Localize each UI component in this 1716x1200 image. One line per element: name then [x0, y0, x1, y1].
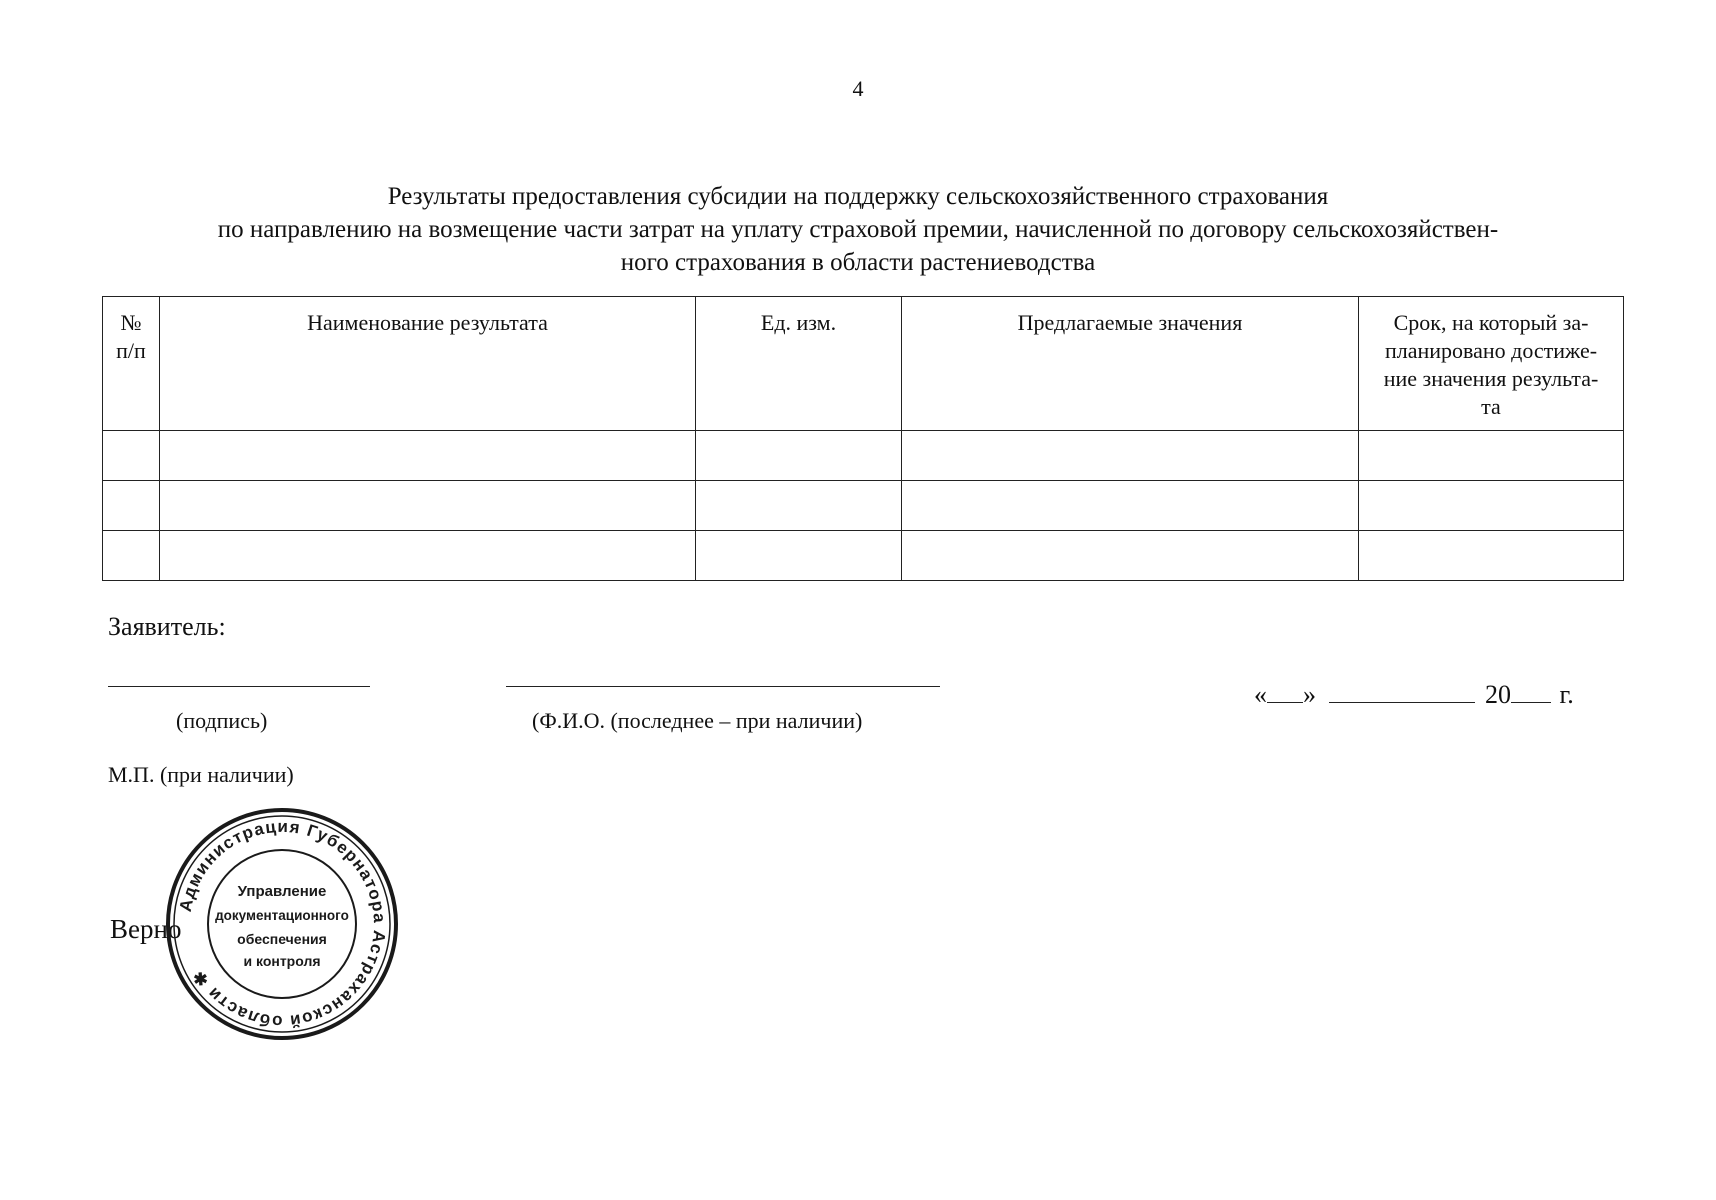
table-cell [103, 431, 160, 481]
table-row [103, 531, 1624, 581]
signature-caption: (подпись) [176, 708, 268, 733]
table-cell [696, 481, 902, 531]
header-target-term-line-2: планировано достиже- [1384, 338, 1598, 363]
title-line-1: Результаты предоставления субсидии на поддержку сельскохозяйственного страхования [387, 183, 1329, 210]
header-unit [696, 297, 902, 431]
date-open-quote: « [1254, 680, 1267, 709]
date-year-suffix: г. [1559, 680, 1574, 709]
page-number: 4 [852, 76, 864, 101]
header-number-line-2: п/п [116, 338, 146, 363]
table-row [103, 431, 1624, 481]
header-proposed-values [902, 297, 1359, 431]
results-table [102, 296, 1624, 581]
header-result-name [160, 297, 696, 431]
table-cell [103, 481, 160, 531]
stamp-center-line-2: документационного [215, 908, 349, 923]
stamp-center-line-4: и контроля [243, 953, 321, 969]
table-cell [1359, 531, 1624, 581]
header-target-term [1359, 297, 1624, 431]
date-year-prefix: 20 [1485, 680, 1511, 709]
table-cell [160, 431, 696, 481]
full-name-caption: (Ф.И.О. (последнее – при наличии) [532, 708, 863, 733]
date-day-blank [1267, 676, 1303, 703]
header-target-term-line-4: та [1481, 394, 1501, 419]
date-year-blank [1511, 676, 1551, 703]
table-cell [103, 531, 160, 581]
stamp-ring-text: Администрация Губернатора Астраханской области ✱ [175, 816, 390, 1032]
header-unit-text: Ед. изм. [760, 310, 837, 335]
header-target-term-line-1: Срок, на который за- [1393, 310, 1589, 335]
applicant-label: Заявитель: [108, 612, 226, 641]
header-target-term-line-3: ние значения результа- [1383, 366, 1599, 391]
date-field [1254, 676, 1574, 710]
seal-note: М.П. (при наличии) [108, 762, 294, 787]
table-cell [902, 481, 1359, 531]
table-cell [696, 431, 902, 481]
header-number [103, 297, 160, 431]
title-line-2: по направлению на возмещение части затрат на уплату страховой премии, начисленной по договору сельскохозяйствен- [217, 216, 1499, 243]
date-close-quote: » [1303, 680, 1316, 709]
stamp-center-line-3: обеспечения [237, 931, 327, 947]
table-cell [1359, 481, 1624, 531]
header-result-name-text: Наименование результата [307, 310, 548, 335]
table-cell [696, 531, 902, 581]
table-cell [902, 431, 1359, 481]
table-cell [160, 531, 696, 581]
signature-line [108, 686, 370, 687]
table-cell [1359, 431, 1624, 481]
header-number-line-1: № [120, 310, 142, 335]
full-name-line [506, 686, 940, 687]
certified-label: Верно [110, 914, 182, 944]
stamp-center-line-1: Управление [237, 883, 327, 900]
table-header-row [103, 297, 1624, 431]
title-line-3: ного страхования в области растениеводства [620, 249, 1096, 276]
header-proposed-values-text: Предлагаемые значения [1017, 310, 1243, 335]
table-cell [902, 531, 1359, 581]
document-title [100, 180, 1616, 279]
official-stamp [164, 806, 400, 1042]
date-month-blank [1329, 676, 1475, 703]
table-cell [160, 481, 696, 531]
table-row [103, 481, 1624, 531]
